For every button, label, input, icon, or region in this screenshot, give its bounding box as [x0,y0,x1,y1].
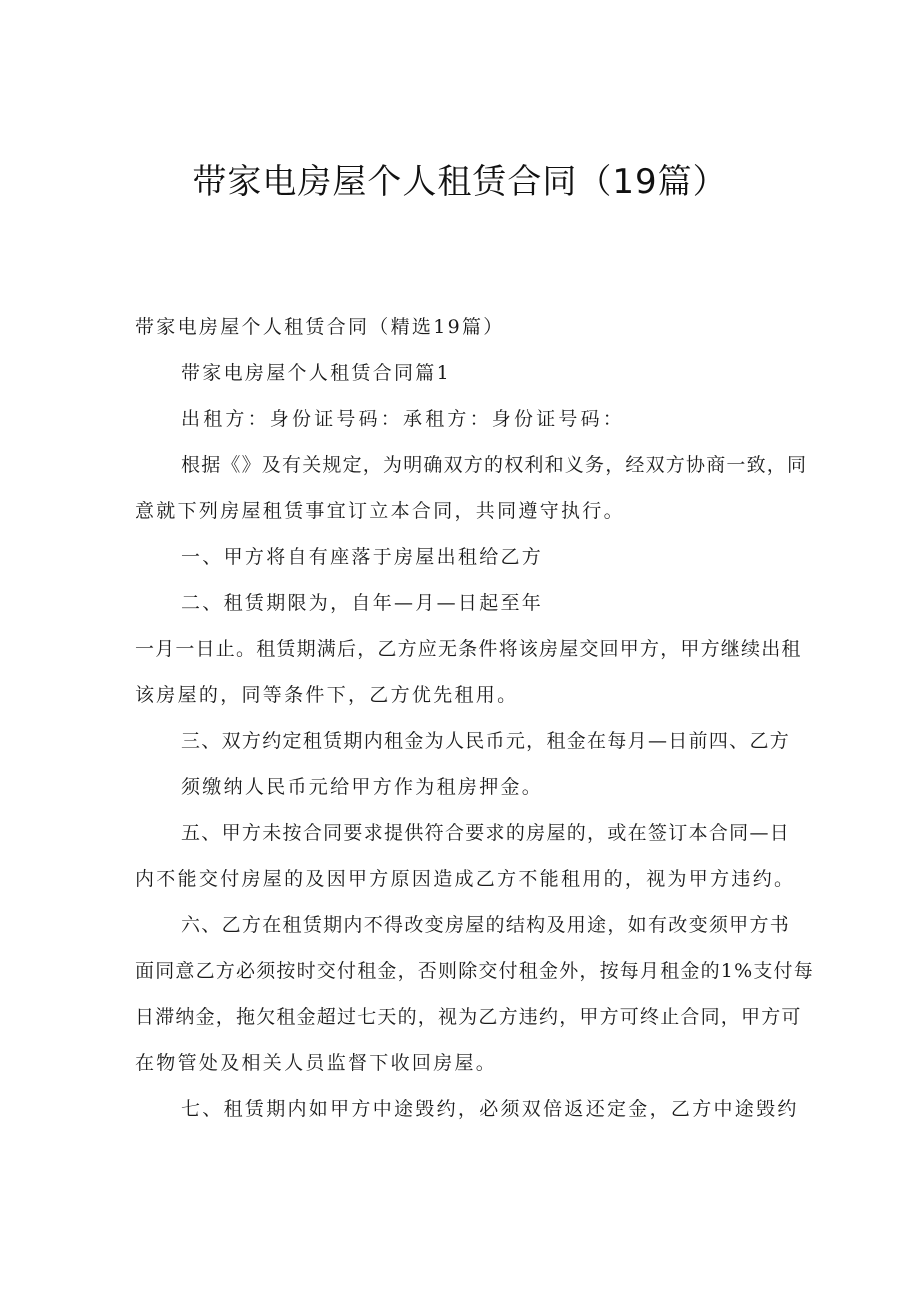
clause-1: 一、甲方将自有座落于房屋出租给乙方 [181,546,544,568]
paragraph-line: 面同意乙方必须按时交付租金，否则除交付租金外，按每月租金的1%支付每 [135,960,814,982]
clause-6: 六、乙方在租赁期内不得改变房屋的结构及用途，如有改变须甲方书 [181,914,790,936]
clause-3: 三、双方约定租赁期内租金为人民币元，租金在每月—日前四、乙方 [181,730,790,752]
paragraph-line: 该房屋的，同等条件下，乙方优先租用。 [135,684,519,706]
clause-5: 五、甲方未按合同要求提供符合要求的房屋的，或在签订本合同—日 [181,822,790,844]
subtitle-line: 带家电房屋个人租赁合同（精选19篇） [135,316,505,338]
section-heading: 带家电房屋个人租赁合同篇1 [181,362,451,384]
document-title: 带家电房屋个人租赁合同（19篇） [192,162,728,202]
paragraph-line: 须缴纳人民币元给甲方作为租房押金。 [181,776,544,798]
paragraph-line: 一月一日止。租赁期满后，乙方应无条件将该房屋交回甲方，甲方继续出租 [135,638,802,660]
paragraph-line: 内不能交付房屋的及因甲方原因造成乙方不能租用的，视为甲方违约。 [135,868,796,890]
paragraph-line: 意就下列房屋租赁事宜订立本合同，共同遵守执行。 [135,500,625,522]
paragraph-line: 日滞纳金，拖欠租金超过七天的，视为乙方违约，甲方可终止合同，甲方可 [135,1006,802,1028]
paragraph-line: 在物管处及相关人员监督下收回房屋。 [135,1052,498,1074]
clause-2: 二、租赁期限为，自年—月—日起至年 [181,592,544,614]
parties-line: 出租方：身份证号码：承租方：身份证号码： [181,408,626,430]
paragraph-line: 根据《》及有关规定，为明确双方的权利和义务，经双方协商一致，同 [181,454,808,476]
clause-7: 七、租赁期内如甲方中途毁约，必须双倍返还定金，乙方中途毁约 [181,1098,799,1120]
document-body [135,304,814,1132]
